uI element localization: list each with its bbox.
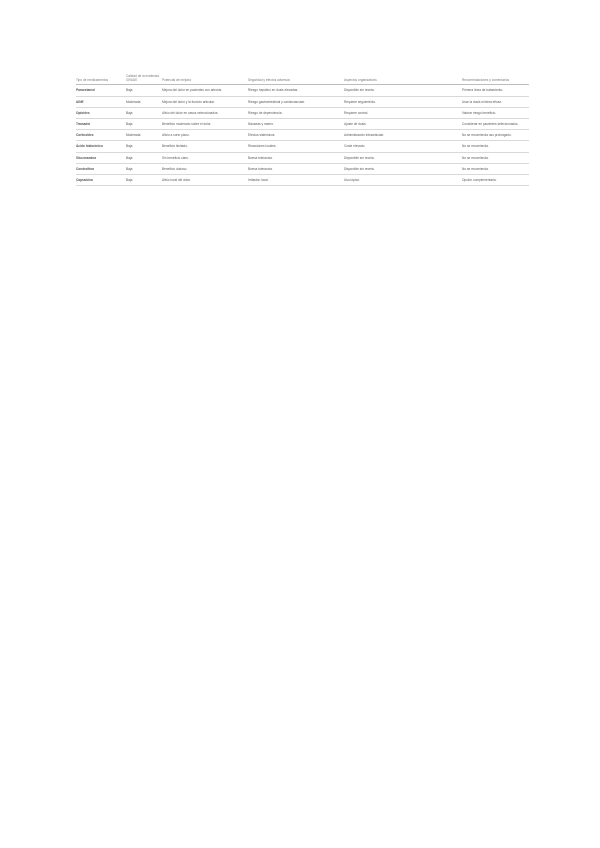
table-row: [76, 141, 529, 152]
table-row: [76, 96, 529, 107]
header-improvement: Potencial de mejoría: [162, 74, 248, 85]
cell-safety: Buena tolerancia.: [248, 166, 273, 171]
cell-improvement: Beneficio dudoso.: [162, 166, 188, 171]
cell-type: Condroitina: [76, 166, 94, 171]
cell-safety: Efectos sistémicos.: [248, 133, 276, 138]
table-row: [76, 152, 529, 163]
cell-type: AINE: [76, 99, 84, 104]
cell-improvement: Beneficio moderado sobre el dolor.: [162, 122, 212, 127]
cell-recommendation: Valorar riesgo beneficio.: [462, 110, 497, 115]
cell-safety: Reacciones locales.: [248, 144, 277, 149]
cell-organizational: Requiere control.: [344, 110, 369, 115]
cell-type: Corticoides: [76, 133, 94, 138]
cell-type: Opioides: [76, 110, 90, 115]
cell-organizational: Disponible sin receta.: [344, 166, 375, 171]
cell-improvement: Alivio local del dolor.: [162, 178, 191, 183]
cell-organizational: Ajuste de dosis.: [344, 122, 367, 127]
cell-type: Glucosamina: [76, 155, 97, 160]
cell-improvement: Alivio del dolor en casos seleccionados.: [162, 110, 219, 115]
cell-safety: Náuseas y mareo.: [248, 122, 274, 127]
cell-recommendation: Primera línea de tratamiento.: [462, 88, 504, 93]
cell-grade: Baja: [126, 144, 133, 149]
cell-safety: Irritación local.: [248, 178, 269, 183]
cell-safety: Buena tolerancia.: [248, 155, 273, 160]
cell-improvement: Alivio a corto plazo.: [162, 133, 190, 138]
header-safety: Seguridad y efectos adversos: [248, 74, 344, 85]
cell-grade: Baja: [126, 88, 133, 93]
cell-type: Paracetamol: [76, 88, 95, 93]
cell-improvement: Mejora del dolor en pacientes con artrosis.: [162, 88, 223, 93]
cell-recommendation: Usar la dosis mínima eficaz.: [462, 99, 502, 104]
cell-improvement: Mejora del dolor y la función articular.: [162, 99, 215, 104]
cell-grade: Baja: [126, 110, 133, 115]
table-row: [76, 119, 529, 130]
cell-organizational: Disponible sin receta.: [344, 88, 375, 93]
cell-type: Tramadol: [76, 122, 91, 127]
cell-recommendation: No se recomienda uso prolongado.: [462, 133, 512, 138]
cell-grade: Moderada: [126, 133, 141, 138]
table-row: [76, 163, 529, 174]
cell-improvement: Sin beneficio claro.: [162, 155, 189, 160]
cell-recommendation: No se recomienda.: [462, 144, 489, 149]
header-organizational: Aspectos organizativos: [344, 74, 462, 85]
cell-improvement: Beneficio limitado.: [162, 144, 188, 149]
header-grade: Calidad de la evidencia GRADE: [126, 74, 162, 85]
cell-organizational: Uso tópico.: [344, 178, 360, 183]
table-row: [76, 107, 529, 118]
cell-safety: Riesgo gastrointestinal y cardiovascular.: [248, 99, 305, 104]
table-header-row: [76, 74, 529, 85]
table-row: [76, 130, 529, 141]
cell-organizational: Disponible sin receta.: [344, 155, 375, 160]
table-row: [76, 85, 529, 96]
cell-safety: Riesgo de dependencia.: [248, 110, 283, 115]
cell-grade: Baja: [126, 178, 133, 183]
header-type: Tipo de medicamentos: [76, 74, 126, 85]
cell-grade: Baja: [126, 155, 133, 160]
cell-recommendation: No se recomienda.: [462, 155, 489, 160]
header-recommendations: Recomendaciones y comentarios: [462, 74, 529, 85]
cell-type: Ácido hialurónico: [76, 144, 103, 149]
cell-safety: Riesgo hepático en dosis elevadas.: [248, 88, 299, 93]
cell-grade: Baja: [126, 166, 133, 171]
cell-recommendation: Opción complementaria.: [462, 178, 497, 183]
table-row: [76, 175, 529, 186]
cell-recommendation: No se recomienda.: [462, 166, 489, 171]
cell-grade: Baja: [126, 122, 133, 127]
cell-organizational: Coste elevado.: [344, 144, 366, 149]
cell-grade: Moderada: [126, 99, 141, 104]
cell-type: Capsaicina: [76, 178, 93, 183]
cell-organizational: Requiere seguimiento.: [344, 99, 376, 104]
cell-recommendation: Considerar en pacientes seleccionados.: [462, 122, 519, 127]
recommendations-table: [76, 74, 529, 186]
cell-organizational: Administración intraarticular.: [344, 133, 385, 138]
